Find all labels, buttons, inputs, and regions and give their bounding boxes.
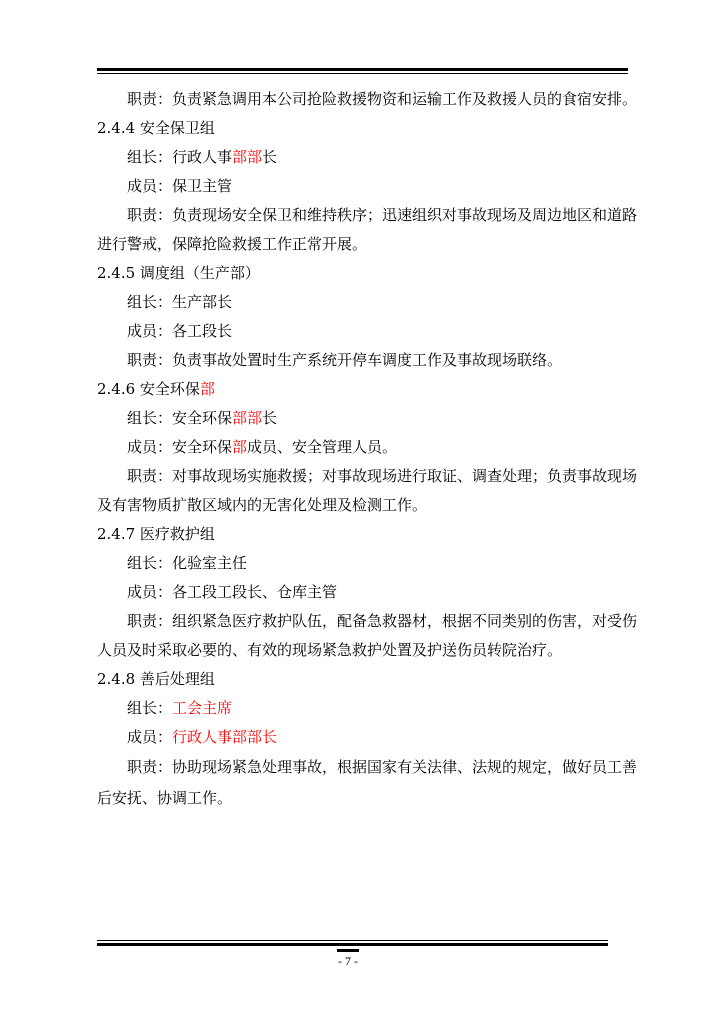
text-line: [127, 727, 667, 747]
text-span: 组长：安全环保: [127, 409, 233, 427]
text-span: 及有害物质扩散区域内的无害化处理及检测工作。: [97, 496, 428, 514]
page-number: - 7 -: [338, 954, 358, 968]
text-span: 职责：对事故现场实施救援；对事故现场进行取证、调查处理；负责事故现场: [127, 467, 638, 485]
text-line: [97, 263, 637, 283]
text-span: 职责：负责紧急调用本公司抢险救援物资和运输工作及救援人员的食宿安排。: [127, 90, 638, 108]
page-number-mark: [337, 949, 359, 952]
text-line: [127, 553, 667, 573]
footer-rule-thin: [97, 940, 608, 941]
text-line: [97, 495, 637, 515]
text-span: 2.4.5 调度组（生产部）: [97, 264, 260, 282]
text-line: [97, 669, 637, 689]
text-line: [127, 147, 667, 167]
text-line: [97, 234, 637, 254]
text-span: 长: [262, 409, 278, 427]
text-span: 职责：负责事故处置时生产系统开停车调度工作及事故现场联络。: [127, 351, 563, 369]
highlighted-text: 部: [232, 438, 248, 456]
text-line: [127, 292, 667, 312]
text-span: 2.4.7 医疗救护组: [97, 525, 215, 543]
text-span: 职责：协助现场紧急处理事故，根据国家有关法律、法规的规定，做好员工善: [127, 758, 638, 776]
text-span: 成员：保卫主管: [127, 177, 233, 195]
header-rule-thick: [97, 68, 628, 71]
text-line: [127, 437, 667, 457]
text-line: [97, 118, 637, 138]
text-line: [97, 379, 637, 399]
text-span: 职责：组织紧急医疗救护队伍，配备急救器材，根据不同类别的伤害，对受伤: [127, 612, 638, 630]
text-span: 成员：各工段工段长、仓库主管: [127, 583, 338, 601]
highlighted-text: 行政人事部部长: [172, 728, 278, 746]
text-line: [97, 640, 637, 660]
text-line: [127, 698, 667, 718]
text-line: [127, 408, 667, 428]
text-line: [97, 788, 637, 808]
text-span: 进行警戒，保障抢险救援工作正常开展。: [97, 235, 368, 253]
text-span: 成员：: [127, 728, 173, 746]
text-span: 组长：生产部长: [127, 293, 233, 311]
text-span: 组长：化验室主任: [127, 554, 248, 572]
text-line: [127, 757, 667, 777]
text-span: 成员：各工段长: [127, 322, 233, 340]
text-line: [127, 89, 667, 109]
footer-rule-thick: [97, 943, 608, 946]
highlighted-text: 工会主席: [172, 699, 233, 717]
text-line: [127, 466, 667, 486]
text-span: 组长：行政人事: [127, 148, 233, 166]
text-line: [127, 205, 667, 225]
text-line: [97, 524, 637, 544]
highlighted-text: 部部: [232, 409, 263, 427]
text-span: 人员及时采取必要的、有效的现场紧急救护处置及护送伤员转院治疗。: [97, 641, 563, 659]
text-line: [127, 350, 667, 370]
text-span: 组长：: [127, 699, 173, 717]
text-line: [127, 321, 667, 341]
text-span: 长: [262, 148, 278, 166]
text-span: 后安抚、协调工作。: [97, 789, 233, 807]
highlighted-text: 部: [199, 380, 215, 398]
text-span: 2.4.8 善后处理组: [97, 670, 215, 688]
text-line: [127, 611, 667, 631]
text-span: 2.4.6 安全环保: [97, 380, 200, 398]
text-span: 职责：负责现场安全保卫和维持秩序；迅速组织对事故现场及周边地区和道路: [127, 206, 638, 224]
text-line: [127, 176, 667, 196]
text-span: 成员、安全管理人员。: [247, 438, 398, 456]
text-span: 2.4.4 安全保卫组: [97, 119, 215, 137]
text-line: [127, 582, 667, 602]
header-rule-thin: [97, 73, 628, 74]
text-span: 成员：安全环保: [127, 438, 233, 456]
highlighted-text: 部部: [232, 148, 263, 166]
